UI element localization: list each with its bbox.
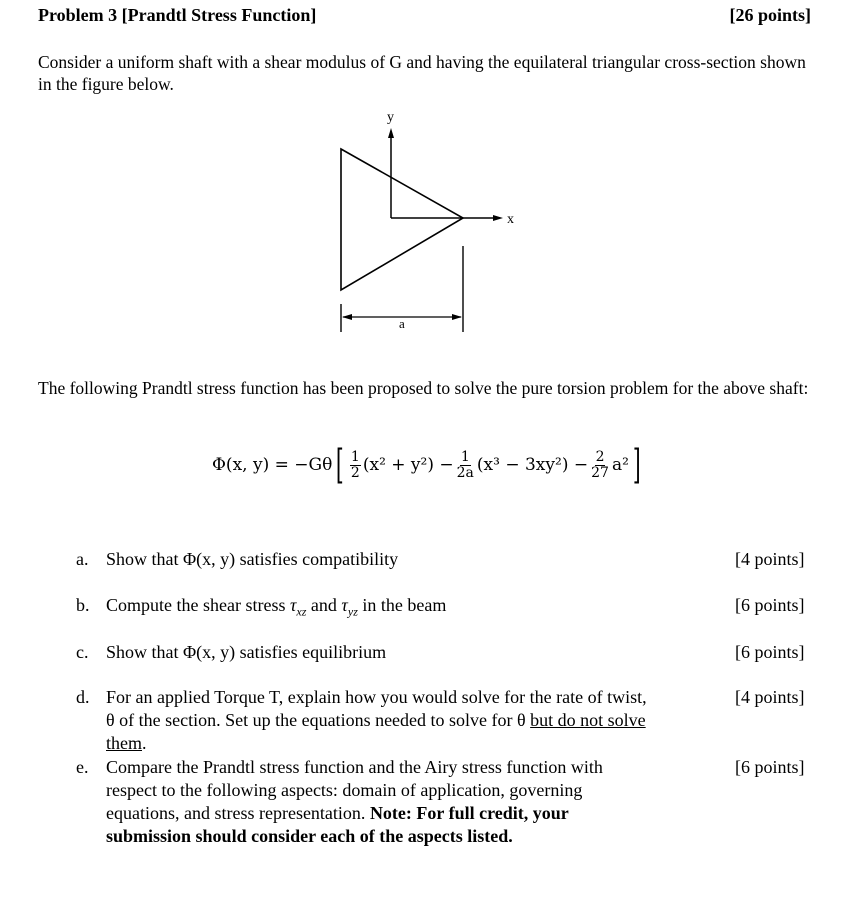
fraction-1: $\frac{1}{2}$	[350, 448, 360, 481]
equation-term-1: (x² + y²) −	[362, 455, 454, 475]
question-b-text: Compute the shear stress $\tau_{xz}$ and $\tau_{yz}$ in the beam	[106, 595, 447, 619]
question-e-label: e.	[76, 757, 89, 777]
fraction-2: $\frac{1}{2a}$	[456, 448, 474, 481]
question-d-points: [4 points]	[735, 687, 805, 707]
cross-section-figure	[330, 108, 530, 343]
question-c-label: c.	[76, 642, 89, 662]
fraction-3: $\frac{2}{27}$	[591, 448, 609, 481]
y-axis-label: y	[387, 110, 394, 125]
y-axis-arrow	[388, 128, 394, 138]
question-b-points: [6 points]	[735, 595, 805, 615]
question-e-points: [6 points]	[735, 757, 805, 777]
x-axis-label: x	[507, 212, 514, 227]
question-a-label: a.	[76, 549, 89, 569]
x-axis-arrow	[493, 215, 503, 221]
dimension-arrow-left	[342, 314, 352, 320]
question-e-text: Compare the Prandtl stress function and the Airy stress function with respect to the following aspects: domain of application, governing equations, and stress representation. Note: For full credit, your submission should consider each of the aspects listed.	[106, 757, 603, 846]
problem-points: [26 points]	[729, 5, 811, 25]
right-bracket: ]	[632, 442, 641, 488]
question-a-points: [4 points]	[735, 549, 805, 569]
equation-term-2: (x³ − 3xy²) −	[476, 455, 589, 475]
triangle-shape	[341, 149, 463, 290]
question-c-text: Show that Φ(x, y) satisfies equilibrium	[106, 642, 387, 662]
dimension-a-label: a	[399, 316, 405, 331]
question-c-points: [6 points]	[735, 642, 805, 662]
triangle-diagram	[330, 108, 530, 338]
question-d-label: d.	[76, 687, 90, 707]
stress-function-equation	[212, 440, 672, 490]
intro-paragraph: Consider a uniform shaft with a shear modulus of G and having the equilateral triangular cross-section shown in the figure below.	[38, 52, 806, 94]
question-b-label: b.	[76, 595, 90, 615]
left-bracket: [	[336, 442, 345, 488]
equation-lhs: Φ(x, y) = −Gθ	[212, 455, 333, 475]
question-a-text: Show that Φ(x, y) satisfies compatibility	[106, 549, 399, 569]
equation-term-3: a²	[611, 455, 629, 475]
function-paragraph: The following Prandtl stress function has been proposed to solve the pure torsion problem for the above shaft:	[38, 378, 809, 398]
question-d-text: For an applied Torque T, explain how you would solve for the rate of twist, θ of the section. Set up the equations needed to solve for θ but do not solve them.	[106, 687, 647, 753]
dimension-arrow-right	[452, 314, 462, 320]
problem-title: Problem 3 [Prandtl Stress Function]	[38, 5, 317, 25]
